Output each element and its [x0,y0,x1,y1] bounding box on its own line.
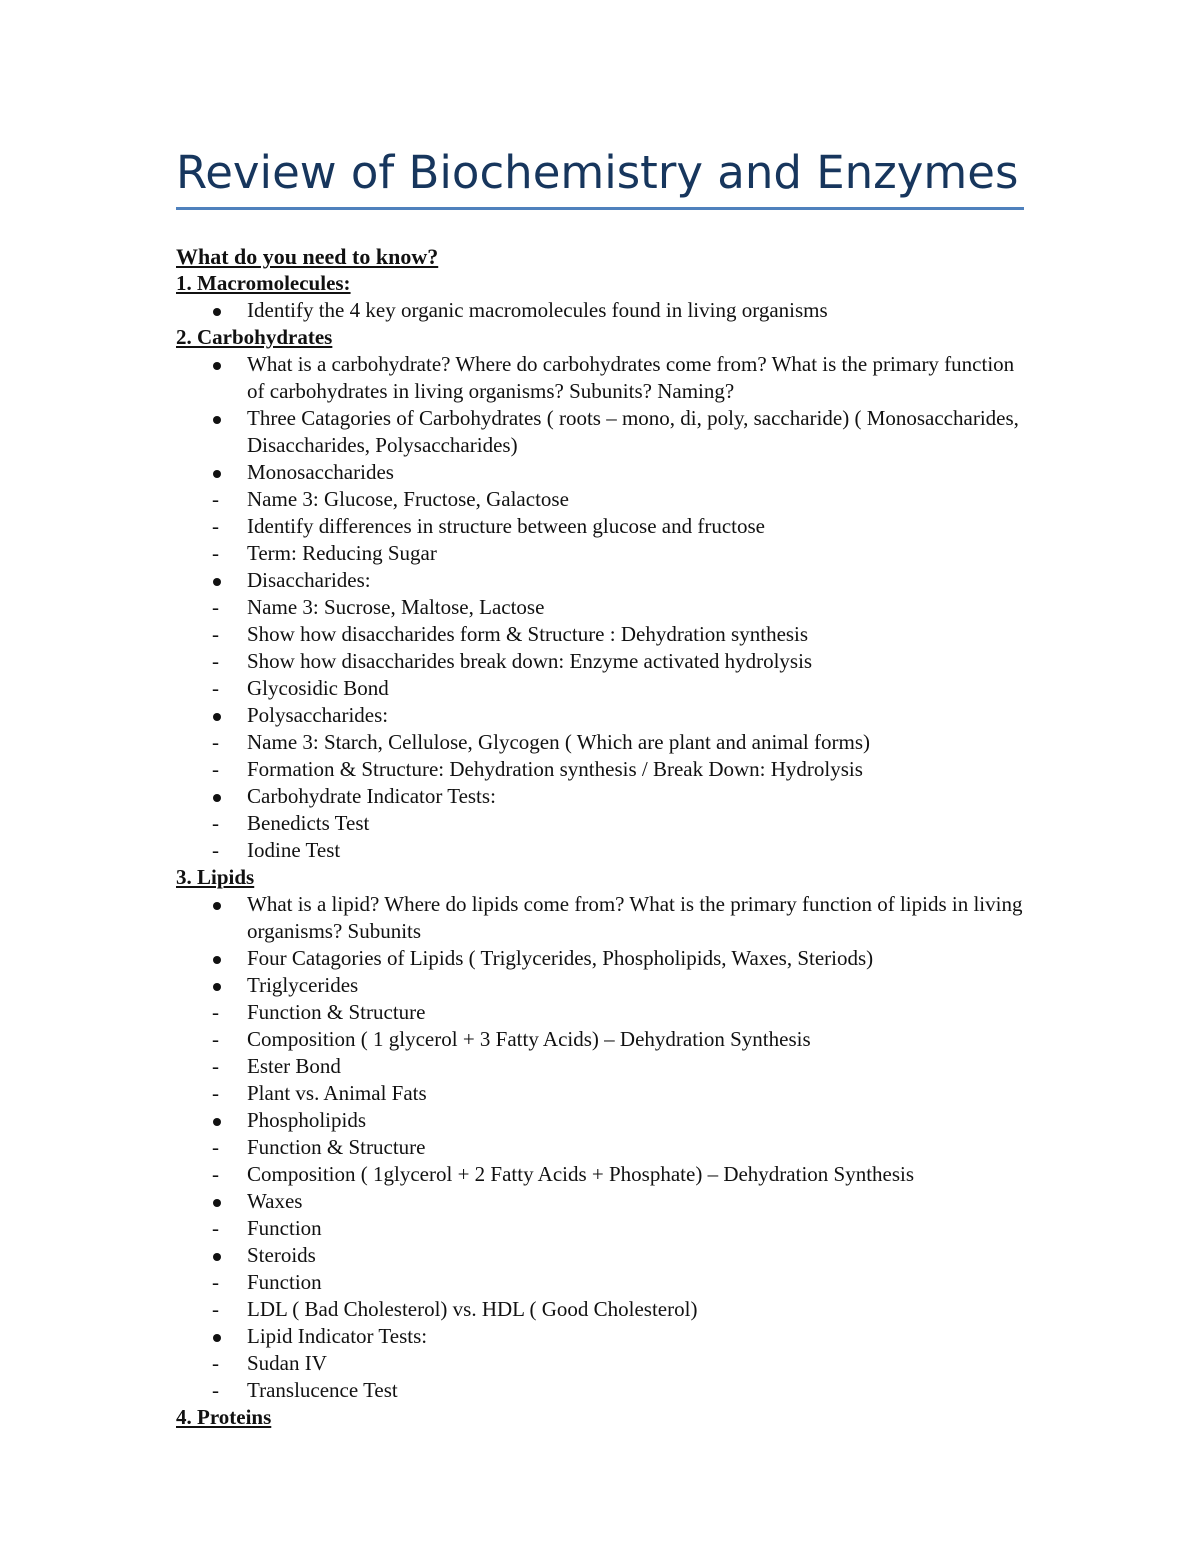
sub-item-text: Identify differences in structure between glucose and fructose [247,514,765,538]
bullet-dot-icon [213,902,221,910]
bullet-item [176,783,1036,810]
sub-item-text: Plant vs. Animal Fats [247,1081,427,1105]
dash-marker-icon: - [212,1081,219,1105]
sub-list [176,729,1036,783]
bullet-text: Three Catagories of Carbohydrates ( roots – mono, di, poly, saccharide) ( Monosaccharides, Disaccharides, Polysaccharides) [247,406,1019,457]
bullet-text: Carbohydrate Indicator Tests: [247,784,496,808]
bullet-dot-icon [213,794,221,802]
sub-item [176,1161,1036,1188]
sub-item-text: Glycosidic Bond [247,676,389,700]
bullet-text: Triglycerides [247,973,359,997]
bullet-dot-icon [213,1334,221,1342]
sub-item-text: Formation & Structure: Dehydration synthesis / Break Down: Hydrolysis [247,757,863,781]
bullet-dot-icon [213,956,221,964]
bullet-item [176,567,1036,594]
bullet-dot-icon [213,308,221,316]
dash-marker-icon: - [212,622,219,646]
bullet-item [176,1188,1036,1215]
sub-list [176,1134,1036,1188]
sub-item-text: Term: Reducing Sugar [247,541,437,565]
dash-marker-icon: - [212,1135,219,1159]
section-list [176,270,1036,1431]
bullet-dot-icon [213,470,221,478]
bullet-text: Polysaccharides: [247,703,389,727]
dash-marker-icon: - [212,1216,219,1240]
bullet-text: Four Catagories of Lipids ( Triglycerides, Phospholipids, Waxes, Steriods) [247,946,874,970]
sub-item-text: Iodine Test [247,838,341,862]
sub-list [176,1269,1036,1323]
sub-list [176,999,1036,1107]
dash-marker-icon: - [212,757,219,781]
bullet-item [176,459,1036,486]
sub-item [176,1296,1036,1323]
sub-item [176,540,1036,567]
dash-marker-icon: - [212,811,219,835]
sub-item-text: Name 3: Glucose, Fructose, Galactose [247,487,569,511]
bullet-text: What is a carbohydrate? Where do carbohydrates come from? What is the primary function of carbohydrates in living organisms? Subunits? Naming? [247,352,1015,403]
dash-marker-icon: - [212,1054,219,1078]
dash-marker-icon: - [212,1297,219,1321]
sub-item-text: Composition ( 1glycerol + 2 Fatty Acids + Phosphate) – Dehydration Synthesis [247,1162,915,1186]
sub-item [176,810,1036,837]
sub-item-text: Translucence Test [247,1378,398,1402]
bullet-item [176,891,1036,945]
sub-item [176,1080,1036,1107]
sub-item-text: Function & Structure [247,1000,426,1024]
bullet-item [176,297,1036,324]
bullet-dot-icon [213,1253,221,1261]
dash-marker-icon: - [212,1378,219,1402]
sub-item-text: Name 3: Sucrose, Maltose, Lactose [247,595,545,619]
sub-item-text: Benedicts Test [247,811,370,835]
sub-item [176,1350,1036,1377]
dash-marker-icon: - [212,541,219,565]
sub-item [176,513,1036,540]
dash-marker-icon: - [212,676,219,700]
bullet-dot-icon [213,578,221,586]
bullet-dot-icon [213,1118,221,1126]
sub-item-text: Function & Structure [247,1135,426,1159]
bullet-list [176,297,1036,324]
section-title: 1. Macromolecules: [176,271,351,295]
section [176,270,1036,324]
bullet-dot-icon [213,362,221,370]
document-title: Review of Biochemistry and Enzymes [176,146,1019,199]
dash-marker-icon: - [212,1270,219,1294]
sub-item-text: Show how disaccharides form & Structure : Dehydration synthesis [247,622,809,646]
sub-item [176,729,1036,756]
bullet-item [176,351,1036,405]
sub-list [176,810,1036,864]
bullet-dot-icon [213,1199,221,1207]
sub-list [176,486,1036,567]
dash-marker-icon: - [212,1000,219,1024]
bullet-dot-icon [213,983,221,991]
sub-item [176,1377,1036,1404]
bullet-text: Identify the 4 key organic macromolecules found in living organisms [247,298,828,322]
dash-marker-icon: - [212,487,219,511]
dash-marker-icon: - [212,1027,219,1051]
sub-list [176,1350,1036,1404]
sub-item [176,837,1036,864]
sub-item-text: Composition ( 1 glycerol + 3 Fatty Acids) – Dehydration Synthesis [247,1027,811,1051]
sub-item-text: Sudan IV [247,1351,327,1375]
bullet-item [176,1323,1036,1350]
section-title: 4. Proteins [176,1405,272,1429]
section-title: 3. Lipids [176,865,255,889]
sub-item-text: Function [247,1270,322,1294]
main-heading: What do you need to know? [176,244,439,269]
sub-item-text: Show how disaccharides break down: Enzyme activated hydrolysis [247,649,813,673]
sub-item [176,1053,1036,1080]
bullet-item [176,1242,1036,1269]
section [176,864,1036,1404]
sub-item-text: LDL ( Bad Cholesterol) vs. HDL ( Good Cholesterol) [247,1297,698,1321]
sub-item [176,648,1036,675]
sub-item [176,756,1036,783]
sub-item [176,1026,1036,1053]
sub-item [176,1269,1036,1296]
sub-list [176,594,1036,702]
section [176,324,1036,864]
bullet-text: Phospholipids [247,1108,367,1132]
bullet-text: Steroids [247,1243,316,1267]
dash-marker-icon: - [212,1162,219,1186]
bullet-text: Lipid Indicator Tests: [247,1324,428,1348]
bullet-list [176,351,1036,864]
sub-item-text: Ester Bond [247,1054,341,1078]
sub-item [176,675,1036,702]
document-content [176,243,1036,1431]
bullet-text: Waxes [247,1189,303,1213]
title-underline-rule [176,207,1024,210]
dash-marker-icon: - [212,1351,219,1375]
sub-list [176,1215,1036,1242]
sub-item [176,1215,1036,1242]
bullet-list [176,891,1036,1404]
dash-marker-icon: - [212,649,219,673]
bullet-item [176,702,1036,729]
bullet-dot-icon [213,713,221,721]
bullet-text: What is a lipid? Where do lipids come from? What is the primary function of lipids in living organisms? Subunits [247,892,1023,943]
bullet-item [176,1107,1036,1134]
sub-item [176,486,1036,513]
dash-marker-icon: - [212,514,219,538]
section-title: 2. Carbohydrates [176,325,333,349]
bullet-text: Disaccharides: [247,568,371,592]
sub-item-text: Function [247,1216,322,1240]
bullet-item [176,405,1036,459]
dash-marker-icon: - [212,838,219,862]
bullet-item [176,972,1036,999]
sub-item [176,621,1036,648]
sub-item-text: Name 3: Starch, Cellulose, Glycogen ( Which are plant and animal forms) [247,730,871,754]
sub-item [176,999,1036,1026]
bullet-item [176,945,1036,972]
section [176,1404,1036,1431]
dash-marker-icon: - [212,730,219,754]
sub-item [176,1134,1036,1161]
sub-item [176,594,1036,621]
bullet-dot-icon [213,416,221,424]
bullet-text: Monosaccharides [247,460,394,484]
dash-marker-icon: - [212,595,219,619]
